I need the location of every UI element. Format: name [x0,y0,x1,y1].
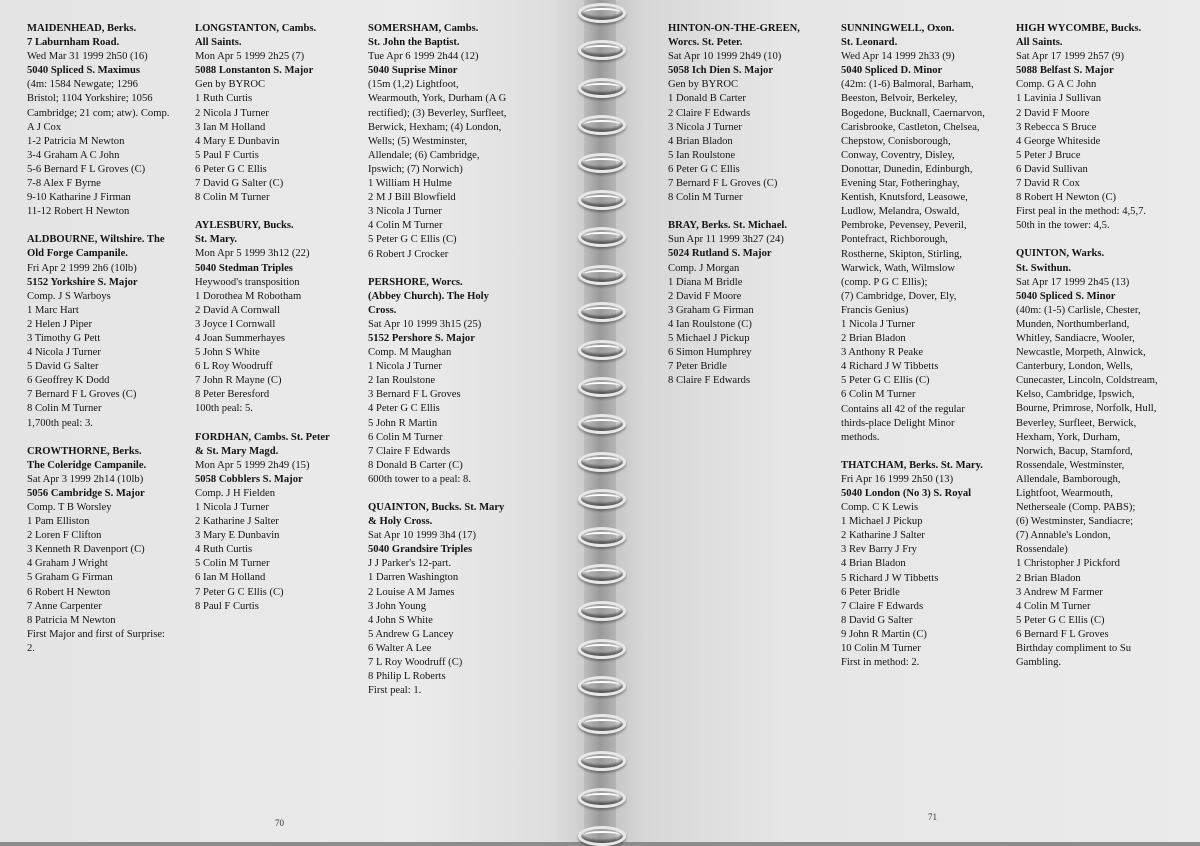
text-line: Whitley, Sandiacre, Wooler, [1016,332,1135,344]
peal-method: 5152 Pershore S. Major [368,332,475,344]
ringer-line: 7 Peter G C Ellis (C) [195,586,284,598]
ringer-line: 4 Colin M Turner [368,220,443,232]
peal-method: 5040 Suprise Minor [368,65,458,77]
ringer-line: 3 Ian M Holland [195,121,266,133]
ringer-line: 2 David F Moore [1016,107,1090,119]
ringer-line: 1 Donald B Carter [668,93,746,105]
text-line: 100th peal: 5. [195,403,253,415]
peal-method: 5088 Lonstanton S. Major [195,65,314,77]
text-line: Pembroke, Pevensey, Peveril, [841,220,967,232]
ringer-line: 5 David G Salter [27,361,99,373]
text-line: First peal in the method: 4,5,7. [1016,206,1147,218]
binding-ring [578,40,626,60]
ringer-line: 4 Peter G C Ellis [368,403,440,415]
text-line: Evening Star, Fotheringhay, [841,178,960,190]
ringer-line: 5 John R Martin [368,417,438,429]
peal-method: 5058 Ich Dien S. Major [668,65,774,77]
text-line: 1,700th peal: 3. [27,417,93,429]
ringer-line: 6 Peter Bridle [841,586,900,598]
text-line: Bourne, Primrose, Norfolk, Hull, [1016,403,1157,415]
peal-date: Wed Mar 31 1999 2h50 (16) [27,51,148,63]
peal-heading: THATCHAM, Berks. St. Mary. [841,459,983,471]
text-line: 2. [27,642,35,654]
ringer-line: 7 Claire F Edwards [368,445,451,457]
peal-date: Wed Apr 14 1999 2h33 (9) [841,51,955,63]
binding-ring [578,751,626,771]
peal-dedication: Old Forge Campanile. [27,248,128,260]
ringer-line: 8 Paul F Curtis [195,600,259,612]
section-gap [368,262,543,276]
binding-ring [578,190,626,210]
binding-ring [578,265,626,285]
ringer-line: 5 Peter G C Ellis (C) [368,234,457,246]
text-line: Ipswich; (7) Norwich) [368,163,463,175]
binding-ring [578,826,626,846]
peal-heading: ALDBOURNE, Wiltshire. The [27,234,165,246]
ringer-line: 3 Mary E Dunbavin [195,530,280,542]
binding-ring [578,788,626,808]
ringer-line: 4 Ian Roulstone (C) [668,318,752,330]
ringer-line: 1 Nicola J Turner [841,318,915,330]
ringer-line: 3 Bernard F L Groves [368,389,461,401]
ringer-line: 1 William H Hulme [368,178,452,190]
text-line: (15m (1,2) Lightfoot, [368,79,459,91]
ringer-line: 5 Andrew G Lancey [368,628,454,640]
ringer-line: 6 Walter A Lee [368,642,432,654]
peal-dedication: The Coleridge Campanile. [27,459,147,471]
ringer-line: 7 Laburnham Road. [27,37,120,49]
ringer-line: 5 John S White [195,347,260,359]
binding-ring [578,452,626,472]
right-column-3 [1016,22,1191,670]
text-line: Hexham, York, Durham, [1016,431,1121,443]
ringer-line: 5-6 Bernard F L Groves (C) [27,163,146,175]
text-line: Berwick, Hexham; (4) London, [368,121,502,133]
ringer-line: 6 Bernard F L Groves [1016,628,1109,640]
ringer-line: 1-2 Patricia M Newton [27,135,125,147]
text-line: methods. [841,431,880,443]
peal-dedication: Worcs. St. Peter. [668,37,743,49]
text-line: First in method: 2. [841,657,920,669]
section-gap [195,205,360,219]
text-line: Lightfoot, Wearmouth, [1016,488,1113,499]
binding-ring [578,340,626,360]
binding-ring [578,302,626,322]
ringer-line: 7 Peter Bridle [668,361,727,373]
peal-dedication: All Saints. [195,37,242,49]
ringer-line: 1 Nicola J Turner [195,502,269,513]
ringer-line: 2 David A Cornwall [195,304,281,316]
ringer-line: 4 Graham J Wright [27,558,108,570]
binding-ring [578,714,626,734]
text-line: A J Cox [27,121,62,133]
peal-dedication: & Holy Cross. [368,516,433,528]
peal-dedication: St. Swithun. [1016,262,1072,274]
text-line: Chepstow, Conisborough, [841,135,951,147]
ringer-line: 6 Robert H Newton [27,586,111,598]
text-line: Cunecaster, Lincoln, Coldstream, [1016,375,1158,387]
text-line: Heywood's transposition [195,276,300,288]
peal-dedication: (Abbey Church). The Holy [368,290,489,302]
peal-heading: HIGH WYCOMBE, Bucks. [1016,23,1142,34]
ringer-line: 8 Philip L Roberts [368,671,446,683]
text-line: rectified); (3) Beverley, Surfleet, [368,107,507,119]
ringer-line: 4 Brian Bladon [668,135,733,147]
ringer-line: 5 Paul F Curtis [195,149,259,161]
peal-date: Sun Apr 11 1999 3h27 (24) [668,234,784,246]
text-line: thirds-place Delight Minor [841,417,955,429]
ringer-line: 2 Loren F Clifton [27,530,102,542]
ringer-line: 3 Rev Barry J Fry [841,544,917,556]
left-page [0,0,590,842]
binding-ring [578,527,626,547]
peal-date: Mon Apr 5 1999 2h49 (15) [195,459,310,471]
section-gap [841,445,1011,459]
ringer-line: 1 Darren Washington [368,572,459,584]
binding-ring [578,115,626,135]
text-line: Newcastle, Morpeth, Alnwick, [1016,347,1146,359]
peal-date: Sat Apr 10 1999 3h15 (25) [368,318,482,330]
ringer-line: 6 Peter G C Ellis [195,163,267,175]
section-gap [195,417,360,431]
peal-date: Tue Apr 6 1999 2h44 (12) [368,51,479,63]
peal-method: 5024 Rutland S. Major [668,248,772,260]
text-line: 50th in the tower: 4,5. [1016,220,1110,232]
ringer-line: 6 Simon Humphrey [668,347,752,359]
binding-ring [578,639,626,659]
ringer-line: 6 David Sullivan [1016,163,1088,175]
ringer-line: 7 Anne Carpenter [27,600,102,612]
text-line: (4m: 1584 Newgate; 1296 [27,79,138,91]
text-line: Beeston, Belvoir, Berkeley, [841,93,958,105]
ringer-line: 4 Brian Bladon [841,558,906,570]
peal-method: 5040 Stedman Triples [195,262,293,274]
ringer-line: 2 Katharine J Salter [841,530,925,542]
text-line: (7) Annable's London, [1016,530,1111,542]
peal-date: Fri Apr 16 1999 2h50 (13) [841,473,954,485]
ringer-line: 3 John Young [368,600,426,612]
ringer-line: 8 Colin M Turner [668,192,743,204]
binding-ring [578,564,626,584]
section-gap [1016,233,1191,247]
text-line: Canterbury, London, Wells, [1016,361,1133,373]
ringer-line: 1 Michael J Pickup [841,516,923,528]
ringer-line: 3 Kenneth R Davenport (C) [27,544,145,556]
ringer-line: 3 Timothy G Pett [27,332,101,344]
peal-heading: QUINTON, Warks. [1016,248,1105,260]
peal-method: 5152 Yorkshire S. Major [27,276,138,288]
ringer-line: 8 Colin M Turner [195,192,270,204]
ringer-line: 7 L Roy Woodruff (C) [368,657,463,669]
ringer-line: 1 Diana M Bridle [668,276,743,288]
text-line: Comp. G A C John [1016,79,1097,91]
text-line: Comp. C K Lewis [841,502,919,514]
ringer-line: 7-8 Alex F Byrne [27,178,101,190]
binding-ring [578,153,626,173]
binding-ring [578,227,626,247]
text-line: Munden, Northumberland, [1016,318,1130,330]
ringer-line: 2 Helen J Piper [27,318,93,330]
text-line: Donottar, Dunedin, Edinburgh, [841,163,973,175]
text-line: Wells; (5) Westminster, [368,135,468,147]
text-line: Birthday compliment to Su [1016,643,1132,655]
ringer-line: 4 George Whiteside [1016,135,1101,147]
ringer-line: 3 Anthony R Peake [841,347,924,359]
text-line: Kelso, Cambridge, Ipswich, [1016,389,1135,401]
peal-heading: QUAINTON, Bucks. St. Mary [368,502,505,513]
text-line: J J Parker's 12-part. [368,558,452,570]
peal-method: 5056 Cambridge S. Major [27,487,145,499]
ringer-line: 6 Ian M Holland [195,572,266,584]
ringer-line: 3-4 Graham A C John [27,149,120,161]
ringer-line: 5 Peter G C Ellis (C) [1016,614,1105,626]
ringer-line: 5 Peter G C Ellis (C) [841,375,930,387]
ringer-line: 7 Claire F Edwards [841,600,924,612]
ringer-line: 7 David G Salter (C) [195,178,284,190]
ringer-line: 7 John R Mayne (C) [195,375,282,387]
ringer-line: 2 David F Moore [668,290,742,302]
ringer-line: 1 Nicola J Turner [368,361,442,373]
text-line: Gambling. [1016,657,1062,669]
ringer-line: 7 David R Cox [1016,178,1080,190]
peal-heading: PERSHORE, Worcs. [368,276,463,288]
ringer-line: 2 Nicola J Turner [195,107,269,119]
text-line: Gen by BYROC [195,79,266,91]
right-page-number: 71 [928,812,937,822]
text-line: Norwich, Bacup, Stamford, [1016,445,1133,457]
ringer-line: 5 Peter J Bruce [1016,149,1081,161]
right-page [610,0,1200,842]
ringer-line: 2 Ian Roulstone [368,375,436,387]
ringer-line: 5 Ian Roulstone [668,149,736,161]
text-line: (comp. P G C Ellis); [841,276,928,288]
ringer-line: 3 Nicola J Turner [368,206,442,218]
ringer-line: 9-10 Katharine J Firman [27,192,131,204]
text-line: Contains all 42 of the regular [841,403,965,415]
ringer-line: 8 Colin M Turner [27,403,102,415]
text-line: Comp. T B Worsley [27,502,112,513]
ringer-line: 6 Peter G C Ellis [668,163,740,175]
ringer-line: 9 John R Martin (C) [841,628,927,640]
ringer-line: 3 Joyce I Cornwall [195,318,276,330]
ringer-line: 6 Colin M Turner [841,389,916,401]
left-column-2 [195,22,360,614]
text-line: Ludlow, Melandra, Oswald, [841,206,960,218]
section-gap [27,431,187,445]
peal-heading: SOMERSHAM, Cambs. [368,23,479,34]
ringer-line: 1 Pam Elliston [27,516,90,528]
ringer-line: 3 Nicola J Turner [668,121,742,133]
ringer-line: 1 Dorothea M Robotham [195,290,302,302]
ringer-line: 3 Rebecca S Bruce [1016,121,1097,133]
ringer-line: 8 Claire F Edwards [668,375,751,387]
ringer-line: 4 Ruth Curtis [195,544,253,556]
text-line: Gen by BYROC [668,79,739,91]
text-line: (42m: (1-6) Balmoral, Barham, [841,79,974,91]
peal-heading: MAIDENHEAD, Berks. [27,23,137,34]
left-page-number: 70 [275,818,284,828]
peal-date: Sat Apr 3 1999 2h14 (10lb) [27,473,144,485]
ringer-line: 4 Joan Summerhayes [195,332,286,344]
peal-dedication: & St. Mary Magd. [195,445,279,457]
peal-heading: LONGSTANTON, Cambs. [195,23,317,34]
ringer-line: 4 Richard J W Tibbetts [841,361,939,373]
peal-date: Sat Apr 17 1999 2h45 (13) [1016,276,1130,288]
ringer-line: 8 Donald B Carter (C) [368,459,463,471]
text-line: Comp. M Maughan [368,347,452,359]
text-line: Allendale; (6) Cambridge, [368,149,480,161]
text-line: Francis Genius) [841,304,909,316]
ringer-line: 8 David G Salter [841,614,913,626]
text-line: Rossendale) [1016,544,1068,556]
ringer-line: 4 Colin M Turner [1016,600,1091,612]
text-line: Rostherne, Skipton, Stirling, [841,248,962,260]
text-line: Wearmouth, York, Durham (A G [368,93,507,105]
peal-dedication: All Saints. [1016,37,1063,49]
ringer-line: 6 Colin M Turner [368,431,443,443]
ringer-line: 2 M J Bill Blowfield [368,192,456,204]
text-line: (6) Westminster, Sandiacre; [1016,516,1134,528]
section-gap [368,487,543,501]
ringer-line: 2 Katharine J Salter [195,516,279,528]
section-gap [668,205,836,219]
text-line: Pontefract, Richborough, [841,234,948,246]
ringer-line: 5 Richard J W Tibbetts [841,572,939,584]
ringer-line: 8 Robert H Newton (C) [1016,192,1117,204]
peal-date: Sat Apr 10 1999 3h4 (17) [368,530,476,542]
peal-date: Sat Apr 10 1999 2h49 (10) [668,51,782,63]
peal-heading: HINTON-ON-THE-GREEN, [668,23,800,34]
peal-method: 5040 Grandsire Triples [368,544,473,556]
ringer-line: 7 Bernard F L Groves (C) [27,389,137,401]
left-column-1 [27,22,187,656]
ringer-line: 5 Graham G Firman [27,572,113,584]
text-line: Comp. J Morgan [668,262,740,274]
ringer-line: 1 Christopher J Pickford [1016,558,1120,570]
ringer-line: 2 Brian Bladon [841,333,906,345]
text-line: First Major and first of Surprise: [27,628,165,640]
text-line: Rossendale, Westminster, [1016,459,1125,471]
ringer-line: 1 Lavinia J Sullivan [1016,93,1102,105]
left-column-3 [368,22,543,698]
binding-ring [578,601,626,621]
ringer-line: 2 Louise A M James [368,586,455,598]
ringer-line: 3 Andrew M Farmer [1016,586,1103,598]
text-line: Beverley, Surfleet, Berwick, [1016,417,1137,429]
ringer-line: 4 Mary E Dunbavin [195,135,280,147]
text-line: Carisbrooke, Castleton, Chelsea, [841,121,980,133]
text-line: Warwick, Wath, Wilmslow [841,262,955,274]
ringer-line: 2 Claire F Edwards [668,107,751,119]
peal-heading: AYLESBURY, Bucks. [195,220,294,232]
peal-date: Sat Apr 17 1999 2h57 (9) [1016,51,1124,63]
ringer-line: 1 Marc Hart [27,304,79,316]
ringer-line: 2 Brian Bladon [1016,572,1081,584]
text-line: Comp. J H Fielden [195,487,276,499]
peal-dedication: St. Mary. [195,234,238,246]
text-line: (40m: (1-5) Carlisle, Chester, [1016,304,1141,316]
peal-method: 5040 Spliced S. Minor [1016,290,1116,302]
ringer-line: 4 John S White [368,614,433,626]
peal-method: 5040 London (No 3) S. Royal [841,488,972,499]
ringer-line: 6 Robert J Crocker [368,248,449,260]
text-line: Netherseale (Comp. PABS); [1016,502,1136,514]
text-line: Conway, Coventry, Disley, [841,149,955,161]
peal-dedication: St. Leonard. [841,37,898,49]
right-column-2 [841,22,1011,670]
ringer-line: 7 Bernard F L Groves (C) [668,178,778,190]
ringer-line: 5 Michael J Pickup [668,332,750,344]
text-line: 600th tower to a peal: 8. [368,473,471,485]
text-line: Kentish, Knutsford, Leasowe, [841,192,968,204]
peal-method: 5088 Belfast S. Major [1016,65,1114,77]
peal-heading: SUNNINGWELL, Oxon. [841,23,955,34]
binding-ring [578,377,626,397]
text-line: Allendale, Bamborough, [1016,473,1121,485]
right-column-1 [668,22,836,388]
peal-method: 5040 Spliced D. Minor [841,65,943,77]
peal-dedication: St. John the Baptist. [368,37,460,49]
ringer-line: 10 Colin M Turner [841,643,921,655]
peal-method: 5040 Spliced S. Maximus [27,65,141,77]
binding-ring [578,414,626,434]
peal-heading: FORDHAN, Cambs. St. Peter [195,431,330,443]
peal-date: Mon Apr 5 1999 3h12 (22) [195,248,310,260]
ringer-line: 3 Graham G Firman [668,304,754,316]
ringer-line: 5 Colin M Turner [195,558,270,570]
text-line: Bogedone, Bucknall, Caernarvon, [841,107,985,119]
ringer-line: 4 Nicola J Turner [27,347,101,359]
text-line: Cambridge; 21 com; atw). Comp. [27,107,170,119]
text-line: First peal: 1. [368,685,422,697]
ringer-line: 6 Geoffrey K Dodd [27,375,110,387]
binding-ring [578,676,626,696]
text-line: Bristol; 1104 Yorkshire; 1056 [27,93,153,105]
text-line: (7) Cambridge, Dover, Ely, [841,290,957,302]
ringer-line: 6 L Roy Woodruff [195,361,273,373]
peal-heading: BRAY, Berks. St. Michael. [668,220,787,232]
peal-heading: CROWTHORNE, Berks. [27,445,142,457]
ringer-line: 1 Ruth Curtis [195,93,253,105]
peal-date: Mon Apr 5 1999 2h25 (7) [195,51,305,63]
peal-method: 5058 Cobblers S. Major [195,473,303,485]
peal-dedication: Cross. [368,304,397,316]
section-gap [27,219,187,233]
binding-ring [578,78,626,98]
text-line: Comp. J S Warboys [27,290,111,302]
peal-date: Fri Apr 2 1999 2h6 (10lb) [27,262,137,274]
ringer-line: 11-12 Robert H Newton [27,206,130,218]
ringer-line: 8 Patricia M Newton [27,614,116,626]
ringer-line: 8 Peter Beresford [195,389,270,401]
binding-ring [578,489,626,509]
binding-ring [578,3,626,23]
